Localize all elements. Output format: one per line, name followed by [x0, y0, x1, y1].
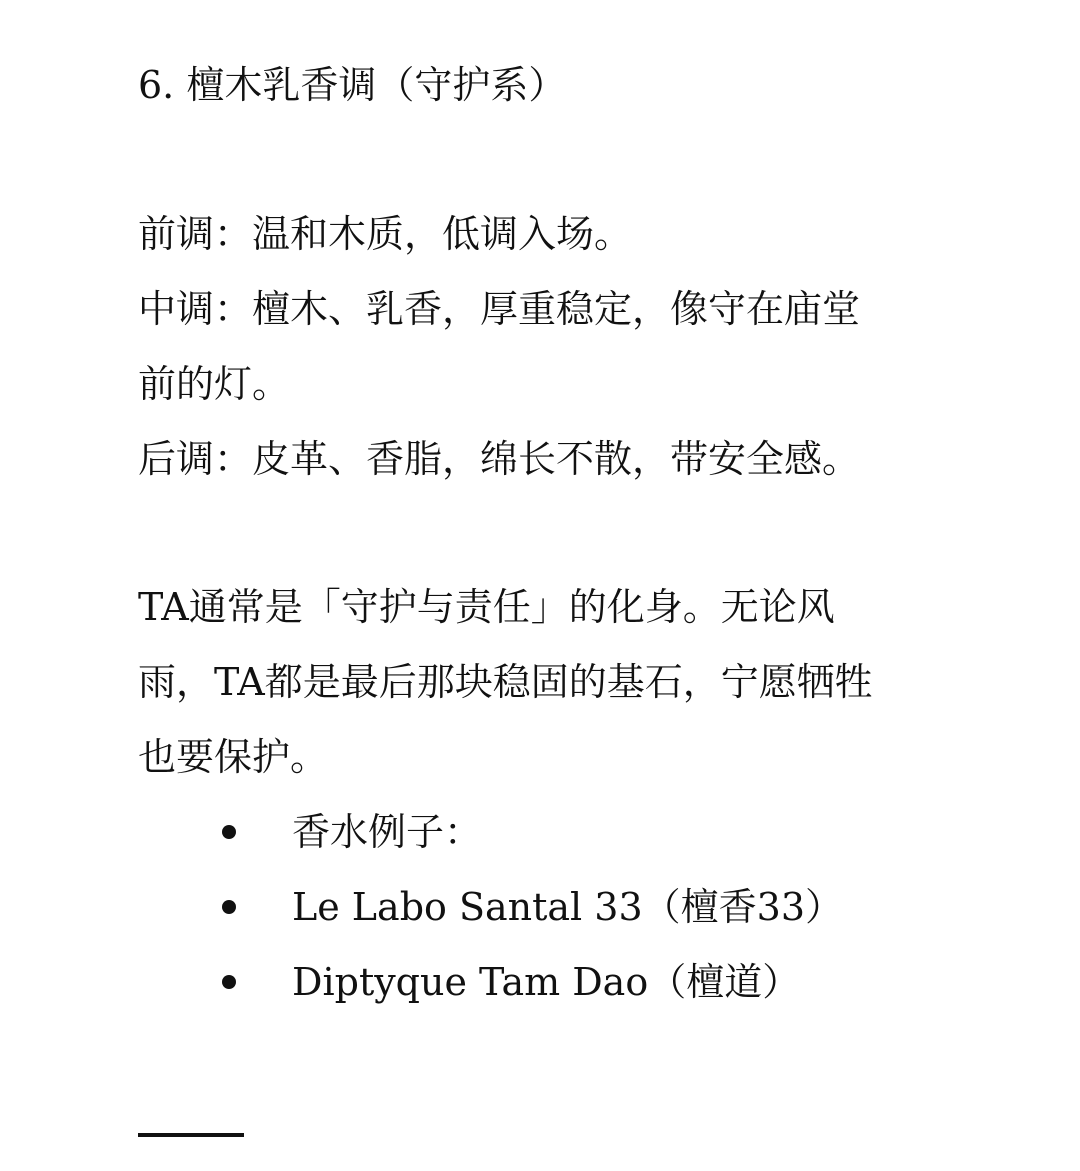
- section-heading: 6. 檀木乳香调（守护系）: [138, 63, 567, 107]
- bullet-icon: [222, 975, 236, 989]
- description-line-1: TA通常是「守护与责任」的化身。无论风: [138, 585, 835, 629]
- fragrance-notes: [138, 197, 938, 497]
- section-divider: [138, 1133, 244, 1137]
- description-line-2: 雨，TA都是最后那块稳固的基石，宁愿牺牲: [138, 660, 873, 704]
- list-item-label: Le Labo Santal 33（檀香33）: [292, 885, 844, 929]
- top-note-line: 前调：温和木质，低调入场。: [138, 212, 633, 256]
- list-item-label: 香水例子：: [292, 810, 483, 854]
- list-item-label: Diptyque Tam Dao（檀道）: [292, 960, 801, 1004]
- base-note-line: 后调：皮革、香脂，绵长不散，带安全感。: [138, 437, 861, 481]
- bullet-icon: [222, 825, 236, 839]
- middle-note-line-2: 前的灯。: [138, 362, 291, 406]
- description-line-3: 也要保护。: [138, 735, 329, 779]
- middle-note-line-1: 中调：檀木、乳香，厚重稳定，像守在庙堂: [138, 287, 861, 331]
- bullet-icon: [222, 900, 236, 914]
- personality-description: [138, 570, 938, 795]
